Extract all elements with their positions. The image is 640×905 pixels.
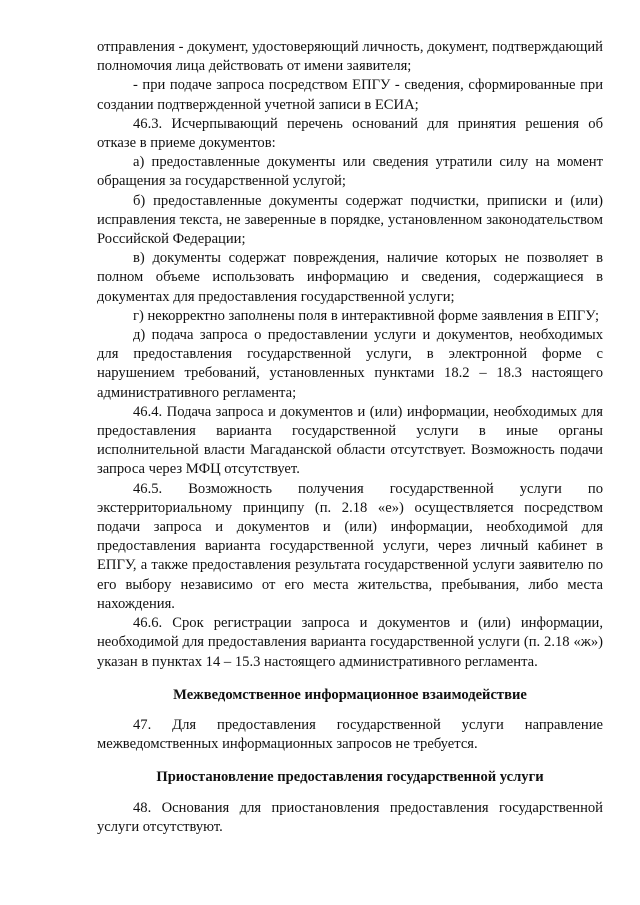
paragraph-epgu-info: - при подаче запроса посредством ЕПГУ - сведения, сформированные при создании подтвержденной учетной записи в ЕСИА;	[97, 77, 603, 113]
paragraph-46-6: 46.6. Срок регистрации запроса и документов и (или) информации, необходимой для предоставления варианта государственной услуги (п. 2.18 «ж») указан в пунктах 14 – 15.3 настоящего административного регламента.	[97, 615, 603, 670]
paragraph-item-g: г) некорректно заполнены поля в интерактивной форме заявления в ЕПГУ;	[133, 307, 600, 324]
paragraph-46-3: 46.3. Исчерпывающий перечень оснований для принятия решения об отказе в приеме документов:	[97, 115, 603, 152]
paragraph-46-4: 46.4. Подача запроса и документов и (или) информации, необходимых для предоставления варианта государственной услуги в иные органы исполнительной власти Магаданской области отсутствует. Возможность подачи запроса через МФЦ отсутствует.	[97, 403, 603, 478]
paragraph-46-5: 46.5. Возможность получения государственной услуги по экстерриториальному принципу (п. 2.18 «е») осуществляется посредством подачи запроса и документов и (или) информации, необходимой для предоставления варианта государственной услуги, через личный кабинет в ЕПГУ, а также предоставления результата государственной услуги заявителю по его выбору независимо от его места жительства, пребывания, либо места нахождения.	[97, 480, 603, 612]
paragraph-item-a: а) предоставленные документы или сведения утратили силу на момент обращения за государственной услугой;	[97, 154, 603, 190]
document-body	[97, 38, 603, 837]
paragraph-48: 48. Основания для приостановления предоставления государственной услуги отсутствуют.	[97, 799, 603, 835]
paragraph-item-b: б) предоставленные документы содержат подчистки, приписки и (или) исправления текста, не заверенные в порядке, установленном законодательством Российской Федерации;	[97, 192, 603, 248]
section-heading-interagency: Межведомственное информационное взаимодействие	[173, 686, 527, 703]
paragraph-continuation: отправления - документ, удостоверяющий личность, документ, подтверждающий полномочия лица действовать от имени заявителя;	[97, 39, 603, 75]
paragraph-47: 47. Для предоставления государственной услуги направление межведомственных информационных запросов не требуется.	[97, 716, 603, 753]
paragraph-item-d: д) подача запроса о предоставлении услуги и документов, необходимых для предоставления государственной услуги, в электронной форме с нарушением требований, установленных пунктами 18.2 – 18.3 настоящего административного регламента;	[97, 327, 603, 401]
paragraph-item-v: в) документы содержат повреждения, наличие которых не позволяет в полном объеме использовать информацию и сведения, содержащиеся в документах для предоставления государственной услуги;	[97, 250, 603, 305]
section-heading-suspension: Приостановление предоставления государственной услуги	[156, 769, 544, 786]
